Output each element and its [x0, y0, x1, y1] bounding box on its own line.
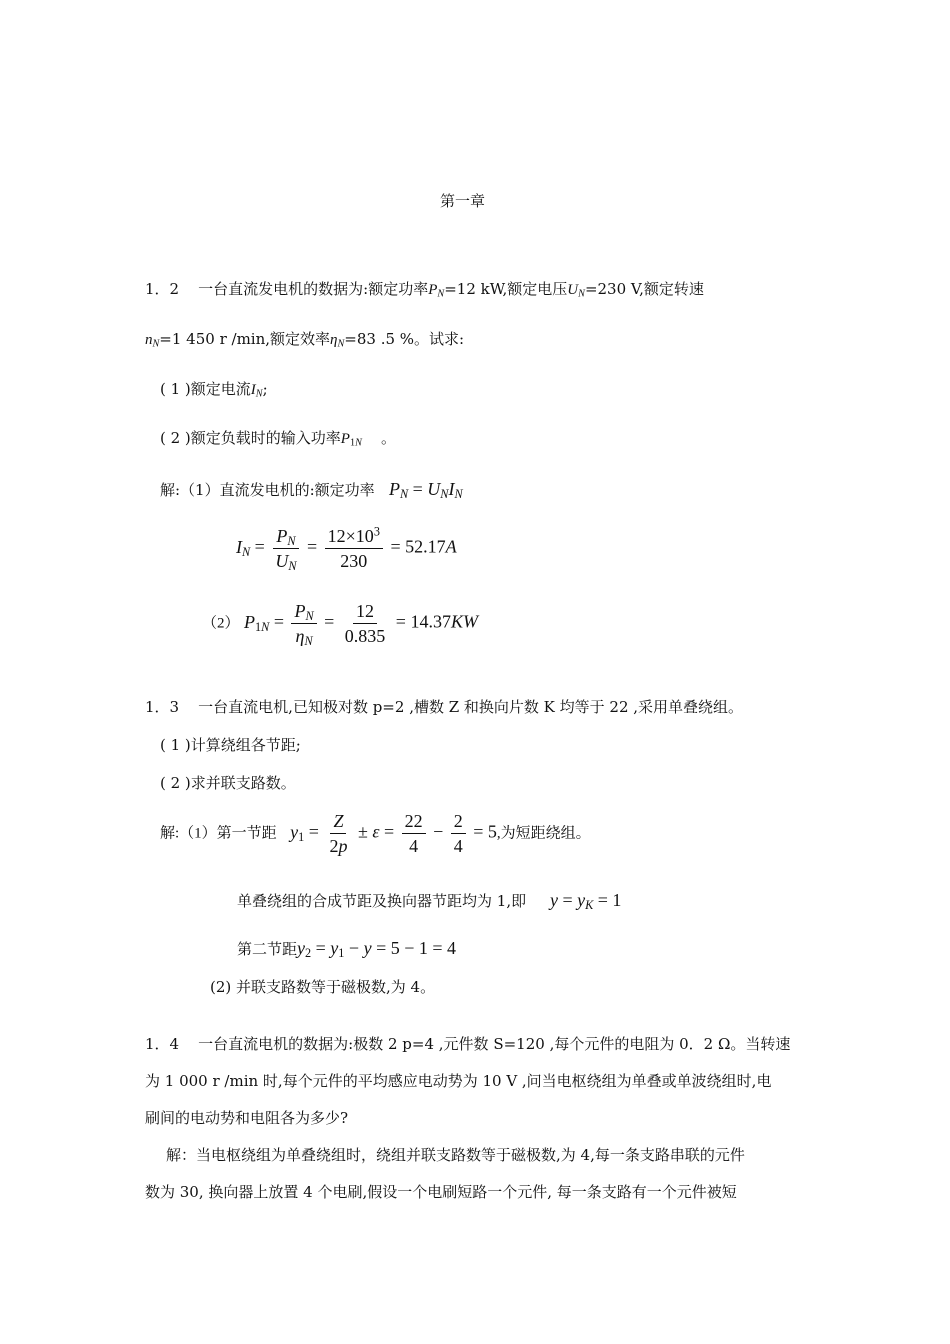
question-1: ( 1 )计算绕组各节距;	[160, 736, 301, 754]
denominator: 230	[340, 551, 368, 571]
fraction-pn-un: $\frac{P_N}{U_N}$	[275, 526, 297, 574]
numerator: 2	[451, 810, 466, 834]
result-value: = 5	[473, 821, 497, 842]
equation-first-pitch: 解:（1）第一节距 $y_1$ = $\frac{Z}{2p}$ ± ε = $\frac{22}{4}$ − $\frac{2}{4}$ = 5,为短距绕组。	[160, 811, 591, 856]
var-pn: $P_N$	[428, 282, 445, 300]
result-value: = 14.37	[395, 611, 451, 632]
denominator: 0.835	[344, 626, 386, 646]
question-2	[160, 428, 396, 449]
exponent: 3	[373, 524, 380, 539]
value-nn: =1 450 r /min	[159, 330, 266, 348]
solution-text: 解:（1）第一节距	[160, 825, 277, 842]
fraction-2-4	[451, 810, 466, 857]
problem-1-3-line-1	[145, 697, 743, 717]
question-text: ;	[262, 380, 268, 398]
question-1	[160, 379, 268, 400]
numerator: 22	[402, 810, 426, 834]
question-text: 。	[380, 429, 396, 447]
problem-number: 1．3	[145, 698, 180, 716]
question-text: ( 1 )额定电流	[160, 380, 251, 398]
denominator: 4	[409, 836, 419, 856]
problem-number: 1．4	[145, 1035, 180, 1053]
parallel-paths-answer: (2) 并联支路数等于磁极数,为 4。	[210, 978, 436, 996]
problem-text: ,额定效率	[265, 330, 331, 348]
result-unit: A	[445, 536, 457, 557]
equation-input-power: （2） $P_{1N}$ = $\frac{P_N}{\eta_N}$ = $\frac{12}{0.835}$ = 14.37KW	[202, 601, 478, 649]
fraction-pn-eta: $\frac{P_N}{\eta_N}$	[291, 600, 316, 647]
resultant-pitch-line	[237, 889, 621, 911]
numerator: 12	[353, 600, 377, 624]
second-pitch-line	[237, 937, 456, 959]
solution-text: 解:（1）直流发电机的:额定功率	[160, 481, 375, 499]
formula-power: $P_N = U_NI_N$	[388, 479, 463, 502]
numerator: 12×10	[327, 526, 374, 546]
question-text: ( 2 )额定负载时的输入功率	[160, 429, 341, 447]
problem-1-2-line-2	[145, 329, 464, 350]
problem-text: ,额定转速	[639, 280, 704, 298]
solution-text: 单叠绕组的合成节距及换向器节距均为 1,即	[237, 892, 527, 910]
problem-1-2-line-1	[145, 279, 704, 300]
result-unit: KW	[450, 611, 478, 632]
var-nn: $n_N$	[145, 332, 160, 350]
problem-text: 一台直流电机,已知极对数 p=2 ,槽数 Z 和换向片数 K 均等于 22 ,采用单叠绕组。	[198, 698, 744, 716]
chapter-title: 第一章	[440, 192, 486, 210]
fraction-z-2p: $\frac{Z}{2p}$	[329, 811, 348, 856]
fraction-value-2	[342, 600, 389, 647]
solution-1-4-line-2: 数为 30, 换向器上放置 4 个电刷,假设一个电刷短路一个元件, 每一条支路有一个元件被短	[145, 1183, 737, 1201]
question-2: ( 2 )求并联支路数。	[160, 774, 296, 792]
solution-1-4-line-1: 解：当电枢绕组为单叠绕组时，绕组并联支路数等于磁极数,为 4,每一条支路串联的元件	[166, 1146, 745, 1164]
problem-text: 一台直流发电机的数据为:额定功率	[198, 280, 429, 298]
var-p1n: $P_{1N}$	[340, 431, 362, 449]
problem-text: ,额定电压	[502, 280, 568, 298]
problem-1-4-line-2: 为 1 000 r /min 时,每个元件的平均感应电动势为 10 V ,问当电枢绕组为单叠或单波绕组时,电	[145, 1072, 772, 1090]
result-value: = 1	[597, 890, 622, 910]
problem-number: 1．2	[145, 280, 180, 298]
fraction-22-4	[402, 810, 426, 857]
equation-current: $I_N$ = $\frac{P_N}{U_N}$ = $\frac{12\times 10^3}{230}$ = 52.17A	[236, 524, 457, 574]
problem-1-4-line-3: 刷间的电动势和电阻各为多少?	[145, 1109, 349, 1127]
var-un: $U_N$	[567, 282, 585, 300]
var-eta: $\eta_N$	[330, 332, 345, 350]
value-eta: =83 .5 %。试求:	[344, 330, 465, 348]
problem-text: 一台直流电机的数据为:极数 2 p=4 ,元件数 S=120 ,每个元件的电阻为 0．2 Ω。当转速	[198, 1035, 791, 1053]
problem-1-4-line-1	[145, 1034, 790, 1054]
fraction-value	[325, 525, 383, 572]
var-in: $I_N$	[250, 382, 263, 400]
value-pn: =12 kW	[444, 280, 503, 298]
solution-text: （2）	[202, 615, 240, 632]
result-value: = 5 − 1 = 4	[376, 938, 457, 958]
solution-1-2-label	[160, 478, 463, 500]
value-un: =230 V	[584, 280, 640, 298]
formula-resultant-pitch: $y = y_K = 1$	[549, 890, 622, 913]
denominator: 4	[453, 836, 463, 856]
formula-second-pitch: $y_2 = y_1 - y = 5 - 1 = 4$	[297, 938, 457, 961]
solution-text: ,为短距绕组。	[496, 825, 591, 842]
solution-text: 第二节距	[237, 940, 298, 958]
result-value: = 52.17	[390, 536, 446, 557]
